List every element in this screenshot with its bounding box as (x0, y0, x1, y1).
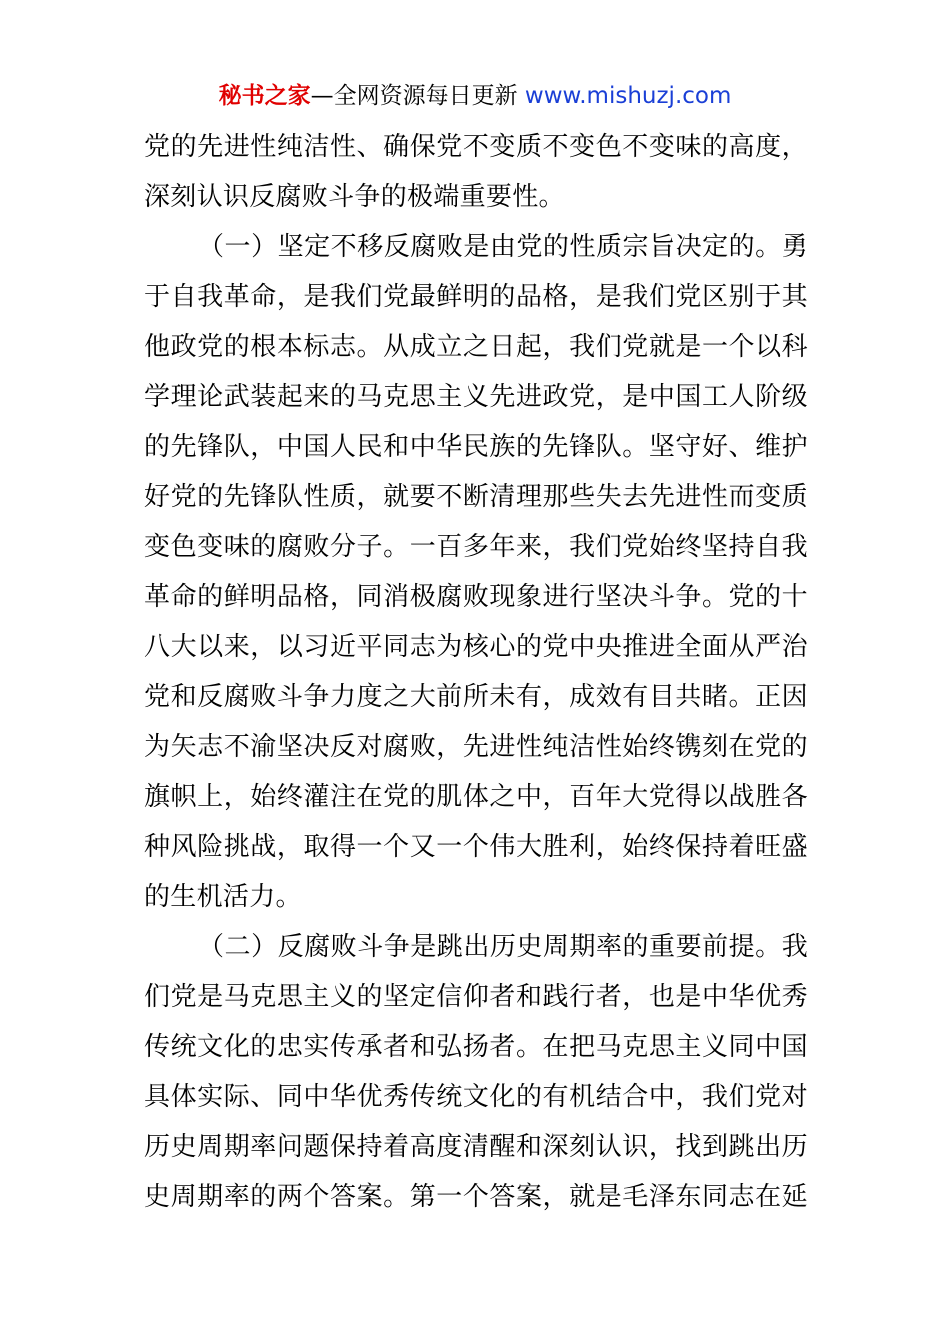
text-line: 八大以来，以习近平同志为核心的党中央推进全面从严治 (144, 632, 808, 662)
text-line: 们党是马克思主义的坚定信仰者和践行者，也是中华优秀 (144, 982, 808, 1012)
text-line: 史周期率的两个答案。第一个答案，就是毛泽东同志在延 (144, 1182, 808, 1212)
text-line: 变色变味的腐败分子。一百多年来，我们党始终坚持自我 (144, 532, 808, 562)
text-line: 好党的先锋队性质，就要不断清理那些失去先进性而变质 (144, 482, 808, 512)
text-line: 的先锋队，中国人民和中华民族的先锋队。坚守好、维护 (144, 432, 808, 462)
text-line: 学理论武装起来的马克思主义先进政党，是中国工人阶级 (144, 382, 808, 412)
site-header (0, 78, 950, 114)
paragraph-heading-line: （二）反腐败斗争是跳出历史周期率的重要前提。我 (198, 932, 808, 962)
text-line: 种风险挑战，取得一个又一个伟大胜利，始终保持着旺盛 (144, 832, 808, 862)
paragraph-heading-line: （一）坚定不移反腐败是由党的性质宗旨决定的。勇 (198, 232, 808, 262)
site-brand: 秘书之家 (218, 83, 311, 109)
site-url-link[interactable]: www.mishuzj.com (524, 83, 732, 109)
text-line: 具体实际、同中华优秀传统文化的有机结合中，我们党对 (144, 1082, 808, 1112)
text-line: 传统文化的忠实传承者和弘扬者。在把马克思主义同中国 (144, 1032, 808, 1062)
text-line: 革命的鲜明品格，同消极腐败现象进行坚决斗争。党的十 (144, 582, 808, 612)
text-line: 党和反腐败斗争力度之大前所未有，成效有目共睹。正因 (144, 682, 808, 712)
text-line: 旗帜上，始终灌注在党的肌体之中，百年大党得以战胜各 (144, 782, 808, 812)
text-line: 党的先进性纯洁性、确保党不变质不变色不变味的高度， (144, 132, 808, 162)
text-line: 为矢志不渝坚决反对腐败，先进性纯洁性始终镌刻在党的 (144, 732, 808, 762)
text-line: 他政党的根本标志。从成立之日起，我们党就是一个以科 (144, 332, 808, 362)
document-body (144, 122, 808, 1222)
site-tagline: —全网资源每日更新 (310, 83, 518, 109)
text-line: 于自我革命，是我们党最鲜明的品格，是我们党区别于其 (144, 282, 808, 312)
text-line: 深刻认识反腐败斗争的极端重要性。 (144, 182, 565, 212)
text-line: 的生机活力。 (144, 882, 302, 912)
text-line: 历史周期率问题保持着高度清醒和深刻认识，找到跳出历 (144, 1132, 808, 1162)
